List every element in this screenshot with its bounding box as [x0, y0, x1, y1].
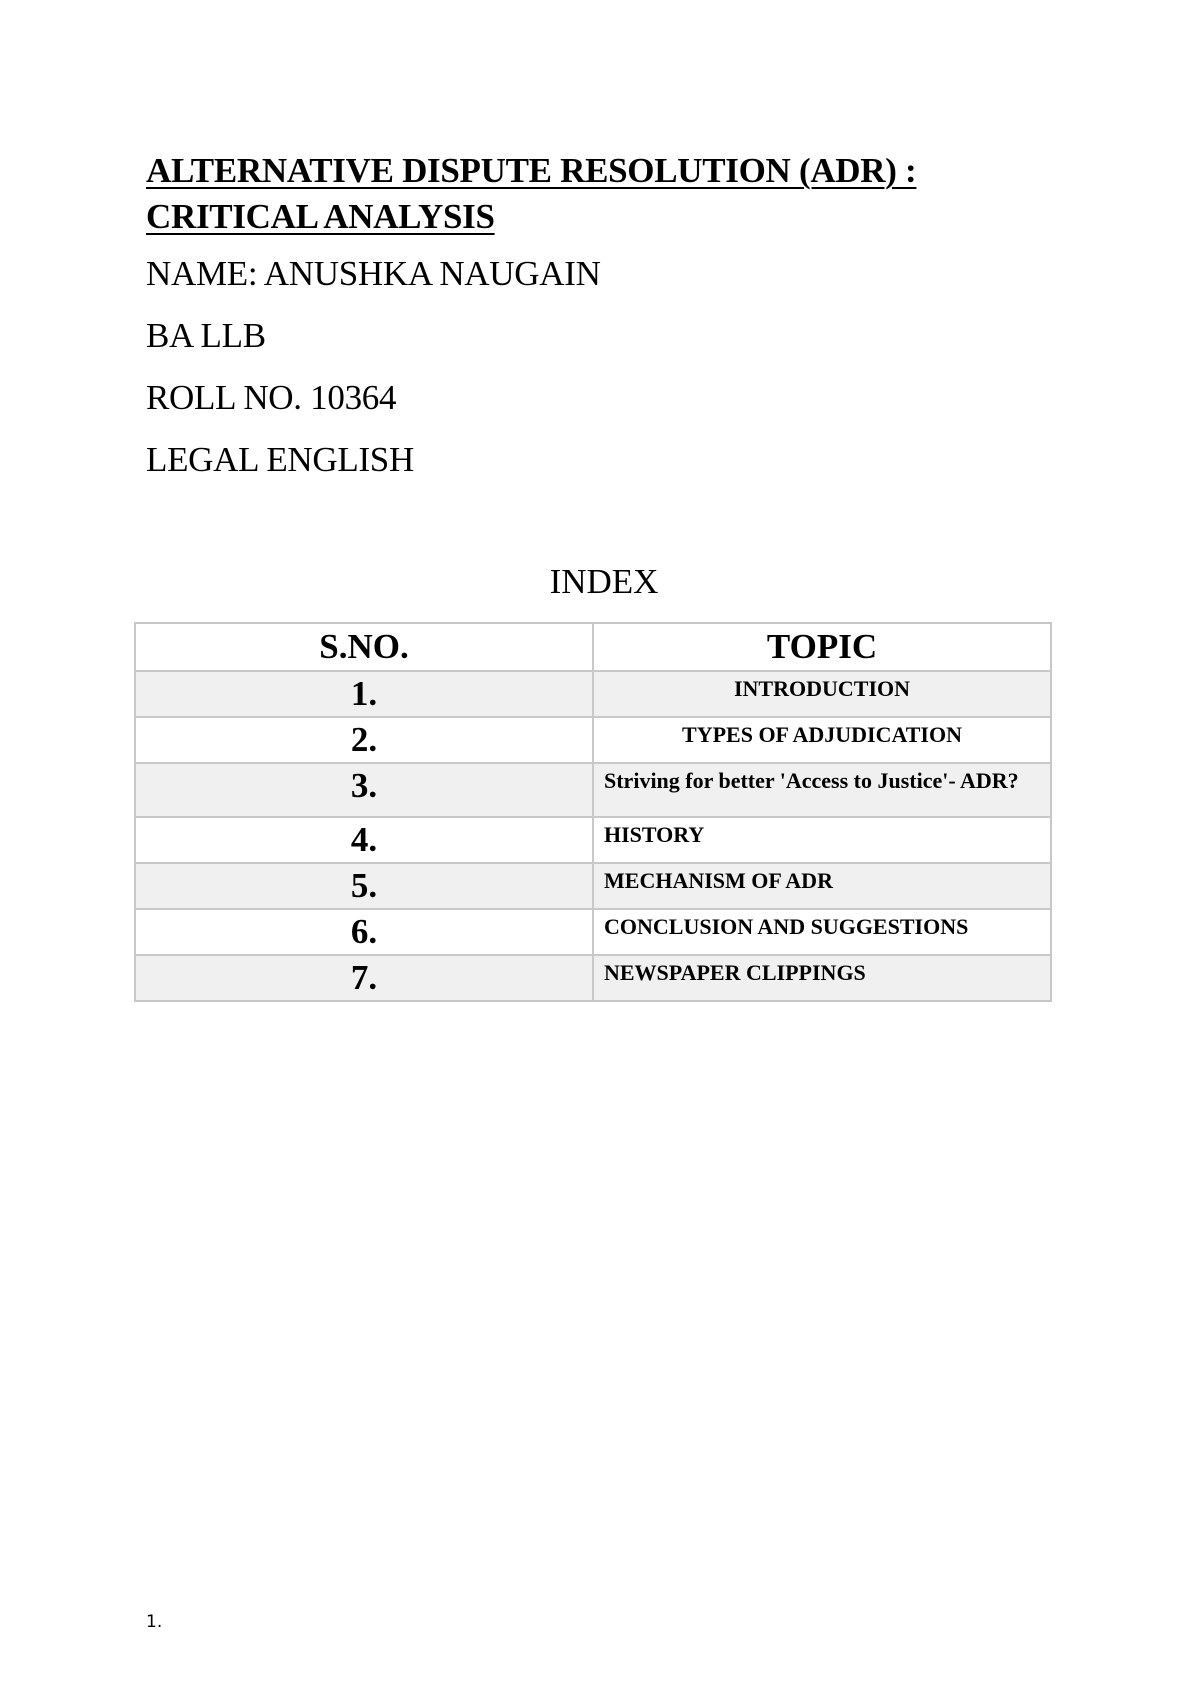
row-topic: TYPES OF ADJUDICATION [593, 717, 1051, 763]
document-title [146, 148, 1046, 240]
title-line-2: CRITICAL ANALYSIS [146, 197, 495, 236]
row-sno: 1. [135, 671, 593, 717]
row-sno: 6. [135, 909, 593, 955]
student-name: NAME: ANUSHKA NAUGAIN [146, 254, 601, 293]
table-row [135, 717, 1051, 763]
header-sno: S.NO. [135, 623, 593, 671]
table-row [135, 671, 1051, 717]
row-sno: 5. [135, 863, 593, 909]
row-topic: CONCLUSION AND SUGGESTIONS [593, 909, 1051, 955]
row-topic: INTRODUCTION [593, 671, 1051, 717]
row-sno: 3. [135, 763, 593, 817]
row-topic: NEWSPAPER CLIPPINGS [593, 955, 1051, 1001]
row-topic: Striving for better 'Access to Justice'- ADR? [593, 763, 1051, 817]
title-line-1: ALTERNATIVE DISPUTE RESOLUTION (ADR) : [146, 151, 917, 190]
row-topic: MECHANISM OF ADR [593, 863, 1051, 909]
index-heading: INDEX [549, 562, 659, 601]
index-table [134, 622, 1052, 1002]
table-header-row [135, 623, 1051, 671]
row-sno: 2. [135, 717, 593, 763]
table-row [135, 763, 1051, 817]
course-name: BA LLB [146, 316, 266, 355]
row-sno: 7. [135, 955, 593, 1001]
page-number: 1. [146, 1612, 163, 1632]
row-sno: 4. [135, 817, 593, 863]
table-row [135, 909, 1051, 955]
header-topic: TOPIC [593, 623, 1051, 671]
roll-number: ROLL NO. 10364 [146, 378, 397, 417]
table-row [135, 817, 1051, 863]
table-row [135, 955, 1051, 1001]
row-topic: HISTORY [593, 817, 1051, 863]
table-row [135, 863, 1051, 909]
subject-name: LEGAL ENGLISH [146, 440, 414, 479]
